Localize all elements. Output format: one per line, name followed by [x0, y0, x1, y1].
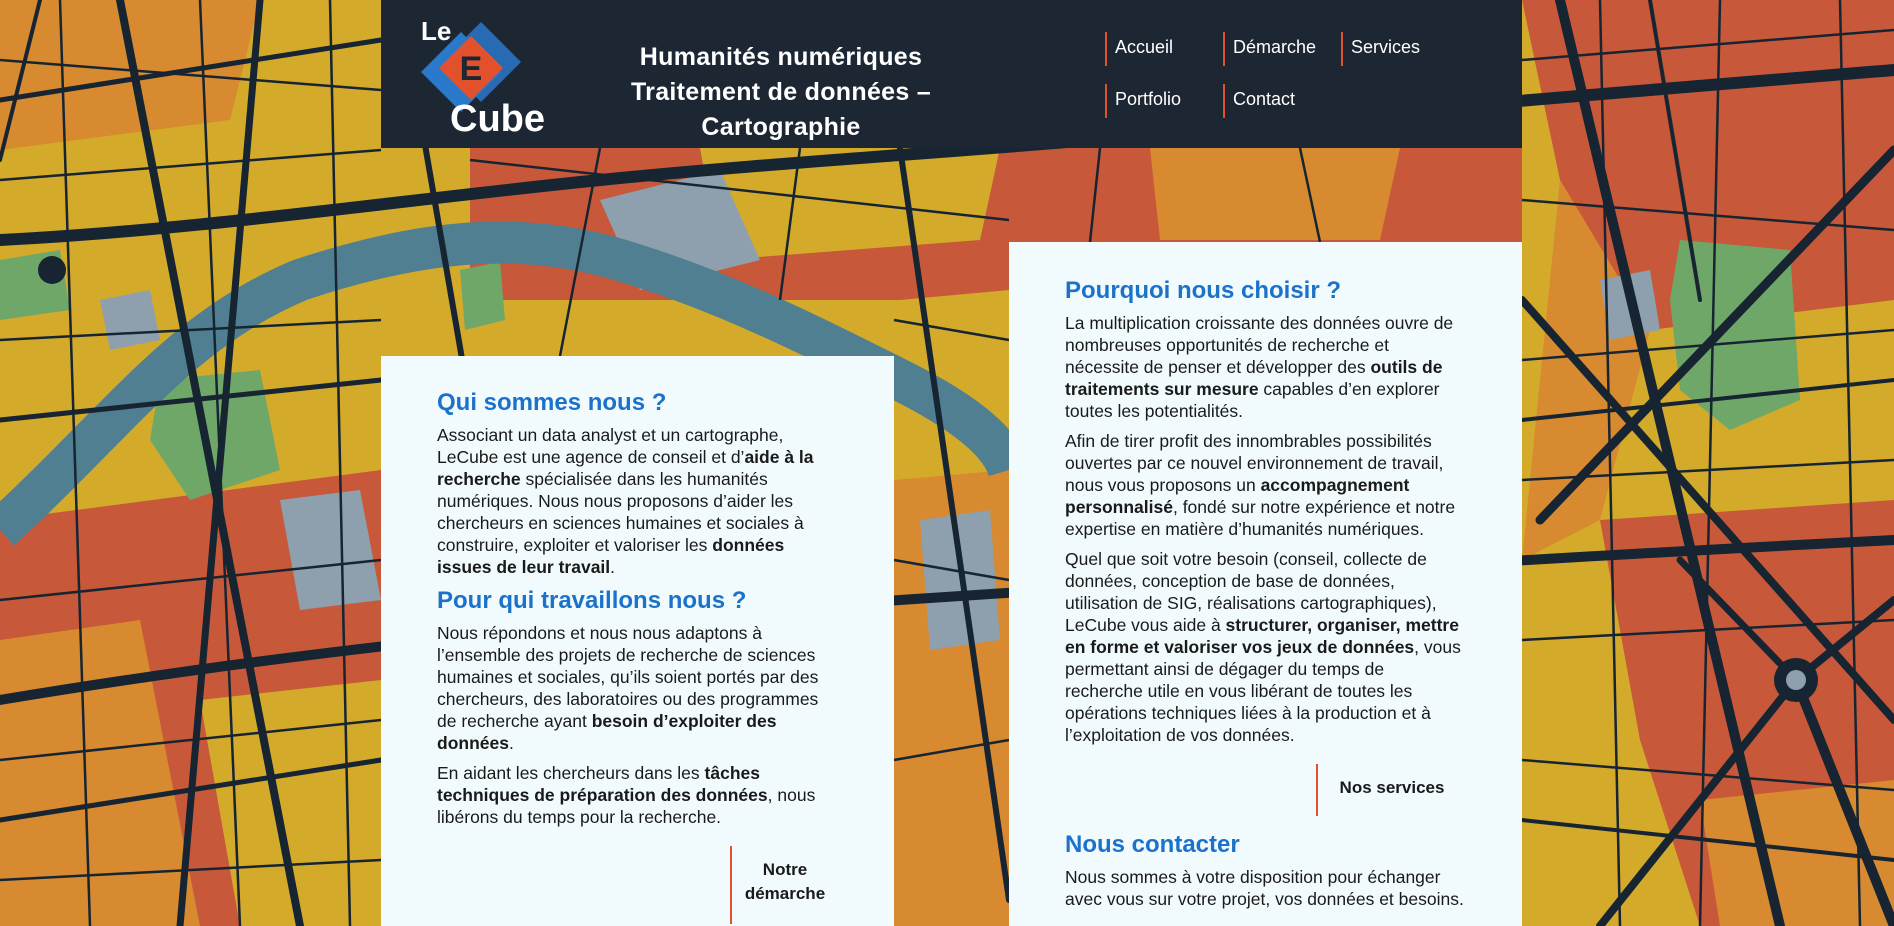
about-card — [381, 356, 894, 926]
main-navigation — [1105, 32, 1465, 122]
site-header — [381, 0, 1522, 148]
site-tagline — [571, 40, 991, 145]
nav-link-contact[interactable]: Contact — [1223, 84, 1333, 118]
audience-paragraph-1: Nous répondons et nous nous adaptons à l’ensemble des projets de recherche de sciences humaines et sociales, qu’ils soient portés par des chercheurs, des laboratoires ou des programmes de recherche ayant besoin d’exploiter des données. — [437, 623, 819, 753]
nos-services-button[interactable]: Nos services — [1316, 764, 1466, 816]
tagline-line-2: Traitement de données – Cartographie — [630, 78, 932, 141]
logo-text-le: Le — [421, 16, 452, 46]
tagline-line-1: Humanités numériques — [639, 43, 923, 71]
why-paragraph-2: Afin de tirer profit des innombrables possibilités ouvertes par ce nouvel environnement de travail, nous vous proposons un accompagnement personnalisé, fondé sur notre expérience et notre expertise en matière d’humanités numériques. — [1065, 431, 1456, 539]
nav-link-demarche[interactable]: Démarche — [1223, 32, 1333, 66]
audience-paragraph-2: En aidant les chercheurs dans les tâches techniques de préparation des données, nous libérons du temps pour la recherche. — [437, 763, 816, 827]
section-title-qui-sommes-nous: Qui sommes nous ? — [437, 389, 667, 416]
logo-text-cube: Cube — [450, 98, 545, 140]
section-title-pour-qui: Pour qui travaillons nous ? — [437, 587, 747, 614]
why-choose-card — [1009, 242, 1522, 926]
why-paragraph-3: Quel que soit votre besoin (conseil, collecte de données, conception de base de données, utilisation de SIG, réalisations cartographiques), LeCube vous aide à structurer, organiser, mettre en forme et valoriser vos jeux de données, vous permettant ainsi de dégager du temps de recherche utile en vous libérant de toutes les opérations techniques liées à la production et à l’exploitation de vos données. — [1065, 549, 1461, 745]
notre-demarche-button[interactable]: Notre démarche — [730, 846, 838, 924]
contact-paragraph: Nous sommes à votre disposition pour échanger avec vous sur votre projet, vos données et besoins. — [1065, 867, 1464, 909]
nav-link-services[interactable]: Services — [1341, 32, 1451, 66]
section-title-pourquoi-nous-choisir: Pourquoi nous choisir ? — [1065, 277, 1341, 304]
section-title-nous-contacter: Nous contacter — [1065, 831, 1240, 858]
site-logo[interactable] — [421, 16, 551, 140]
why-paragraph-1: La multiplication croissante des données ouvre de nombreuses opportunités de recherche et nécessite de penser et développer des outils de traitements sur mesure capables d’en explorer toutes les potentialités. — [1065, 313, 1454, 421]
nav-link-accueil[interactable]: Accueil — [1105, 32, 1215, 66]
nav-link-portfolio[interactable]: Portfolio — [1105, 84, 1215, 118]
about-paragraph: Associant un data analyst et un cartographe, LeCube est une agence de conseil et d’aide à la recherche spécialisée dans les humanités numériques. Nous nous proposons d’aider les chercheurs en sciences humaines et sociales à construire, exploiter et valoriser les données issues de leur travail. — [437, 425, 814, 577]
logo-mark-letter: E — [459, 50, 483, 88]
